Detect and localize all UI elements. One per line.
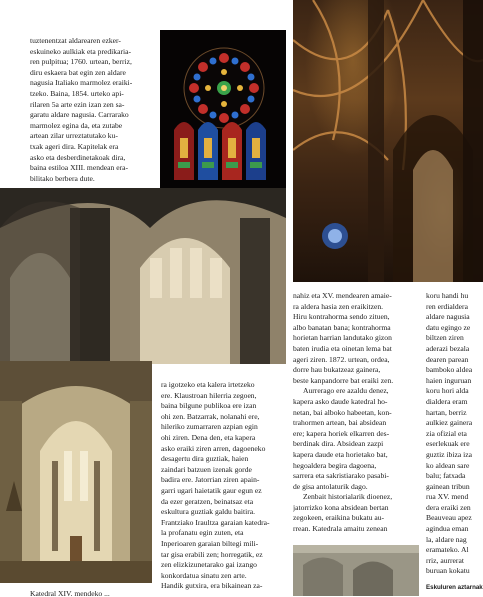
text-line: eramateko. Al: [426, 545, 469, 555]
text-line: ageri ziren. 1872. urtean, ordea,: [293, 354, 390, 364]
text-line: garri ugari haietatik gaur egun ez: [161, 485, 262, 495]
center-column-text: [161, 380, 286, 592]
text-line: zia ofizial eta: [426, 428, 467, 438]
text-line: ko aldean sare: [426, 460, 470, 470]
right-column-text: [426, 291, 483, 577]
text-line: Aurrerago ere azaldu denez,: [303, 386, 389, 396]
text-line: txak ageri dira. Kapitelak era: [30, 141, 119, 151]
text-line: albo banatan bana; kontrahorma: [293, 322, 391, 332]
text-line: Frantziako Iraultza garaian katedra-: [161, 517, 270, 527]
nave-illustration: [0, 361, 152, 583]
text-line: ere; kapera horiek elkarren des-: [293, 428, 390, 438]
text-line: tar gisa erabili zen; horregatik, ez: [161, 549, 263, 559]
text-line: badira ere. Jatorrian ziren apain-: [161, 475, 260, 485]
text-line: da ezer geratzen, beinatsaz eta: [161, 496, 254, 506]
text-line: la profanatu egin zuten, eta: [161, 528, 244, 538]
arches-interior-photo: [0, 188, 286, 364]
text-line: Handik gutxira, era bikainean za-: [161, 581, 263, 591]
text-line: baten irudia eta oinetan lema bat: [293, 343, 392, 353]
text-line: eskultura guztiak galdu baitira.: [161, 507, 256, 517]
text-line: diru eskaera bat egin zen aldare: [30, 67, 126, 77]
text-line: berdinak dira. Absidean zazpi: [293, 439, 384, 449]
text-line: biltzen ziren: [426, 333, 464, 343]
text-line: la, aldare nag: [426, 534, 467, 544]
gothic-vault-photo: [293, 0, 483, 282]
text-line: rilaren 5a arte ezin izan zen sa-: [30, 99, 125, 109]
text-line: zen elizkizunetarako gai izango: [161, 560, 257, 570]
text-line: zegokeen, eraikina bukatu au-: [293, 513, 385, 523]
text-line: buruan kokatu: [426, 566, 470, 576]
text-line: ra aldera hasia zen eraikitzen.: [293, 301, 384, 311]
text-line: Hiru kontrahorma sendo zituen,: [293, 312, 390, 322]
stone-illustration: [293, 545, 419, 596]
top-left-text-block: [30, 36, 156, 184]
text-line: netan, bai alboko habeetan, kon-: [293, 407, 392, 417]
text-line: eskuineko aulkiak eta predikaria-: [30, 46, 131, 56]
text-line: ra igotzeko eta kalera irtetzeko: [161, 380, 255, 389]
text-line: asko eraiki ziren arren, dagoeneko: [161, 443, 266, 453]
text-line: koru handi hu: [426, 291, 469, 300]
text-line: jatorrizko kona absidean bertan: [293, 502, 389, 512]
bottom-left-fragment: Katedral XIV. mendeko ...: [30, 589, 110, 597]
text-line: datu egingo ze: [426, 322, 471, 332]
text-line: desagertu dira guztiak, haien: [161, 454, 249, 464]
text-line: dearen parean: [426, 354, 469, 364]
text-line: rrean. Katedrala amaitu zenean: [293, 524, 388, 534]
text-line: rua XV. mend: [426, 492, 469, 502]
text-line: artean zilar urreztatutako ku-: [30, 131, 118, 141]
text-line: bilitako berbera dute.: [30, 173, 95, 183]
text-line: dera eraiki zen: [426, 502, 471, 512]
text-line: kapera asko daude katedral ho-: [293, 396, 388, 406]
text-line: ohi ziren. Dena den, eta kapera: [161, 432, 256, 442]
carved-stone-photo: [293, 545, 419, 596]
text-line: sarrera eta sakristiarako pasabi-: [293, 471, 389, 481]
text-line: aldare nagusia: [426, 312, 470, 322]
text-line: tuztenentzat aldarearen ezker-: [30, 36, 121, 45]
text-line: kapera daude eta horietako bat,: [293, 449, 388, 459]
text-line: ren pulpitua; 1760. urtean, berriz,: [30, 57, 132, 67]
arches-illustration: [0, 188, 286, 364]
text-line: zaindari batzuen izenak gorde: [161, 464, 252, 474]
text-line: haien inguruan: [426, 375, 472, 385]
text-line: hartan, berriz: [426, 407, 467, 417]
text-line: Zenbait historialarik dioenez,: [303, 492, 393, 502]
text-line: garatu aldare nagusia. Carrarako: [30, 110, 129, 120]
text-line: asko eta desberdinetakoak dira,: [30, 152, 126, 162]
text-line: dorre hau bukatzeaz gainera,: [293, 365, 381, 375]
text-line: dialdera eram: [426, 396, 468, 406]
text-line: hileriko zumarraren azpian egin: [161, 422, 258, 432]
text-line: Inperioaren garaian biltegi mili-: [161, 538, 259, 548]
text-line: de gisa antolaturik dago.: [293, 481, 368, 491]
text-line: balu; fatxada: [426, 471, 466, 481]
text-line: tzeko. Baina, 1854. urteko api-: [30, 88, 124, 98]
text-line: hegoaldera begira dagoena,: [293, 460, 377, 470]
text-line: agindua eman: [426, 524, 469, 534]
stained-glass-window-photo: [160, 30, 286, 188]
photo-caption: Eskuluren aztarnak: [426, 584, 483, 591]
text-line: eserlekuak ere: [426, 439, 470, 449]
text-line: baina estiloa XIII. mendean era-: [30, 163, 129, 173]
text-line: trahormen artean, bai absidean: [293, 418, 387, 428]
text-line: beste kanpandorre bat eraiki zen.: [293, 375, 394, 385]
text-line: horietan harrian landutako gizon: [293, 333, 392, 343]
text-line: bamboko aldea: [426, 365, 473, 375]
middle-column-text: [293, 291, 419, 535]
text-line: nagusia Italiako marmolez eraiki-: [30, 78, 133, 88]
nave-photo: [0, 361, 152, 583]
text-line: rriz, aurrerat: [426, 555, 464, 565]
text-line: gainean tribun: [426, 481, 470, 491]
text-line: baina bilgune publikoa ere izan: [161, 401, 257, 411]
text-line: aderazi bezala: [426, 343, 470, 353]
text-line: nahiz eta XV. mendearen amaie-: [293, 291, 392, 300]
text-line: konkordatua sinatu zen arte.: [161, 570, 247, 580]
text-line: ohi zen. Batzarrak, nolanahi ere,: [161, 411, 260, 421]
text-line: ere. Klaustroan hilerria zegoen,: [161, 390, 257, 400]
text-line: aulkiez gainera: [426, 418, 473, 428]
text-line: guztiz ibiza iza: [426, 449, 472, 459]
text-line: ren erdialdera: [426, 301, 468, 311]
vault-illustration: [293, 0, 483, 282]
stained-glass-illustration: [160, 30, 286, 188]
text-line: koru hori alda: [426, 386, 469, 396]
text-line: marmolez egina da, eta zutabe: [30, 120, 123, 130]
text-line: Beauveau apez: [426, 513, 472, 523]
